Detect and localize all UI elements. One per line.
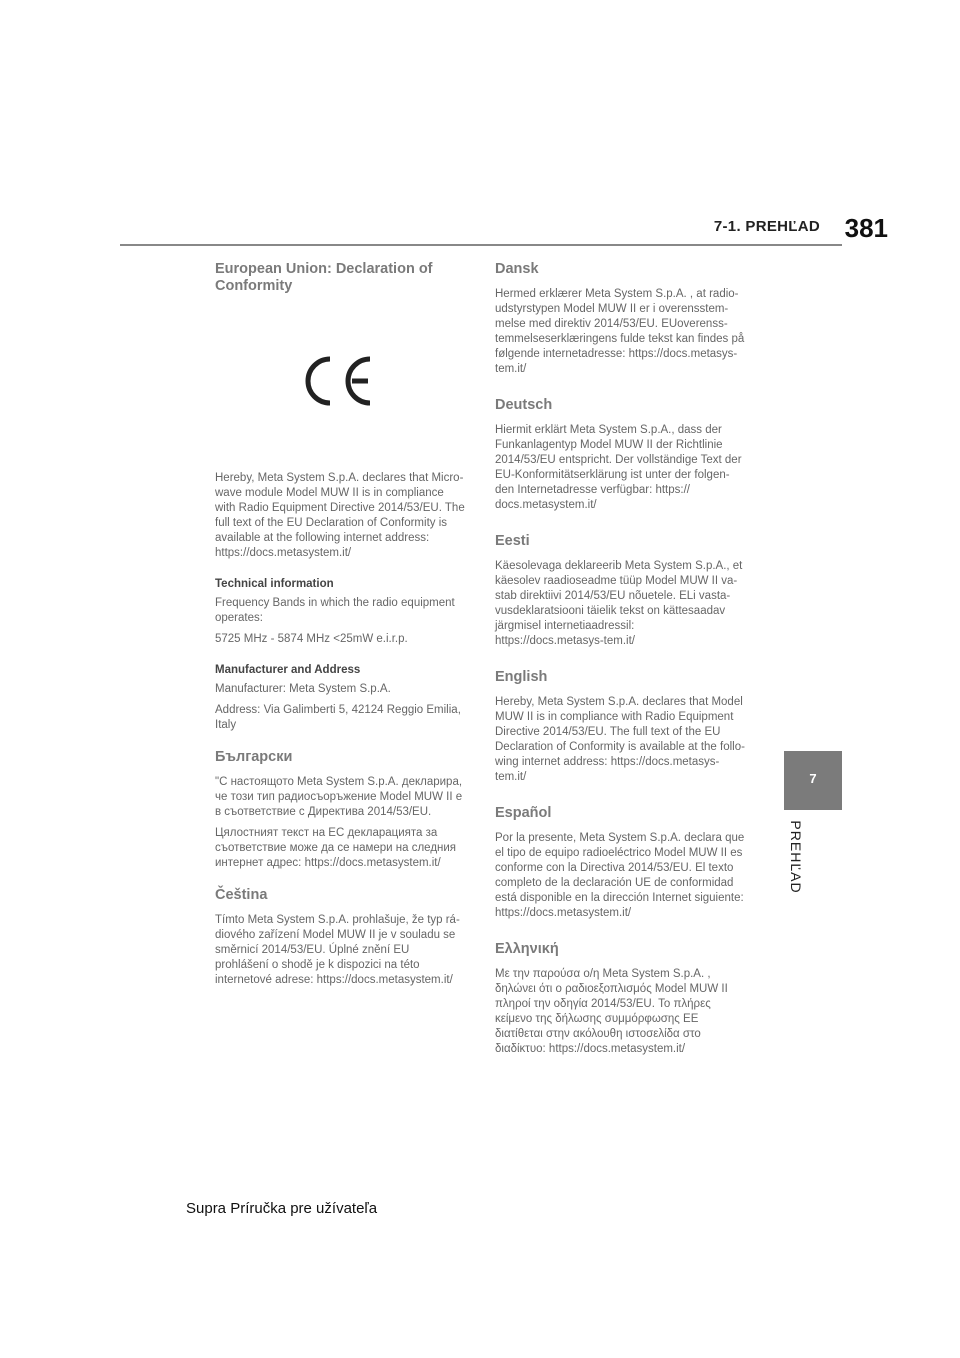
manufacturer-text: Manufacturer: Meta System S.p.A. <box>215 683 391 695</box>
chapter-number: 7 <box>809 771 817 786</box>
ce-mark-logo <box>215 331 465 431</box>
spanish-heading: Español <box>495 805 552 821</box>
bulgarian-text-1: "С настоящото Meta System S.p.A. декларира, че този тип радиосъоръжение Model MUW II е в съответствие с Директива 2014/53/EU. <box>215 776 463 818</box>
chapter-label-text: PREHĽAD <box>788 820 804 894</box>
czech-heading: Čeština <box>215 887 268 903</box>
chapter-tab[interactable] <box>784 751 842 810</box>
english-text: Hereby, Meta System S.p.A. declares that Model MUW II is in compliance with Radio Equipment Directive 2014/53/EU. The full text of the EU Declaration of Conformity is available at the follo-wing internet address: https://docs.metasys-tem.it/ <box>495 696 745 783</box>
eu-declaration-heading: European Union: Declaration of Conformity <box>215 261 433 294</box>
frequency-band-text: 5725 MHz - 5874 MHz <25mW e.i.r.p. <box>215 633 408 645</box>
german-text: Hiermit erklärt Meta System S.p.A., dass der Funkanlagentyp Model MUW II der Richtlinie 2014/53/EU entspricht. Der vollständige Text der EU-Konformitätserklärung ist unter der folgen-den Internetadresse verfügbar: https:// docs.metasystem.it/ <box>495 424 742 511</box>
address-text: Address: Via Galimberti 5, 42124 Reggio Emilia, Italy <box>215 704 461 731</box>
bulgarian-text-2: Цялостният текст на ЕС декларацията за съответствие може да се намери на следния интернет адрес: https://docs.metasystem.it/ <box>215 827 457 869</box>
page-number: 381 <box>844 213 888 243</box>
bulgarian-heading: Български <box>215 749 293 765</box>
chapter-side-label <box>786 819 806 899</box>
german-heading: Deutsch <box>495 397 553 413</box>
estonian-heading: Eesti <box>495 533 530 549</box>
danish-text: Hermed erklærer Meta System S.p.A. , at radio-udstyrstypen Model MUW II er i overensstem-melse med direktiv 2014/53/EU. EUoverenss-temmelseserklæringens fulde tekst kan findes på følgende internetadresse: https://docs.metasys-tem.it/ <box>495 288 745 375</box>
greek-text: Με την παρούσα ο/η Meta System S.p.A. , δηλώνει ότι ο ραδιοεξοπλισμός Model MUW II πληροί την οδηγία 2014/53/EU. Το πλήρες κείμενο της δήλωσης συμμόρφωσης ΕΕ διατίθεται στην ακόλουθη ιστοσελίδα στο διαδίκτυο: https://docs.metasystem.it/ <box>495 968 728 1055</box>
right-column <box>495 261 745 1063</box>
greek-heading: Ελληνική <box>495 941 559 957</box>
technical-info-heading: Technical information <box>215 578 334 590</box>
left-column <box>215 261 465 994</box>
header-divider <box>120 244 842 246</box>
estonian-text: Käesolevaga deklareerib Meta System S.p.A., et käesolev raadioseadme tüüp Model MUW II va-stab direktiivi 2014/53/EU nõuetele. ELi vasta-vusdeklaratsiooni täielik tekst on kättesaadav järgmisel internetiaadressil: https://docs.metasys-tem.it/ <box>495 560 743 647</box>
technical-info-text: Frequency Bands in which the radio equipment operates: <box>215 597 455 624</box>
eu-declaration-text: Hereby, Meta System S.p.A. declares that Micro-wave module Model MUW II is in compliance with Radio Equipment Directive 2014/53/EU. The full text of the EU Declaration of Conformity is available at the following internet address: https://docs.metasystem.it/ <box>215 472 465 559</box>
spanish-text: Por la presente, Meta System S.p.A. declara que el tipo de equipo radioeléctrico Model MUW II es conforme con la Directiva 2014/53/EU. El texto completo de la declaración UE de conformidad está disponible en la dirección Internet siguiente: https://docs.metasystem.it/ <box>495 832 745 919</box>
manufacturer-heading: Manufacturer and Address <box>215 664 361 676</box>
footer-text: Supra Príručka pre užívateľa <box>186 1200 378 1217</box>
ce-mark-icon <box>300 351 380 411</box>
czech-text: Tímto Meta System S.p.A. prohlašuje, že typ rá-diového zařízení Model MUW II je v souladu se směrnicí 2014/53/EU. Úplné znění EU prohlášení o shodě je k dispozici na této internetové adrese: https://docs.metasystem.it/ <box>215 914 460 986</box>
danish-heading: Dansk <box>495 261 539 277</box>
english-heading: English <box>495 669 548 685</box>
section-title: 7-1. PREHĽAD <box>713 218 820 235</box>
